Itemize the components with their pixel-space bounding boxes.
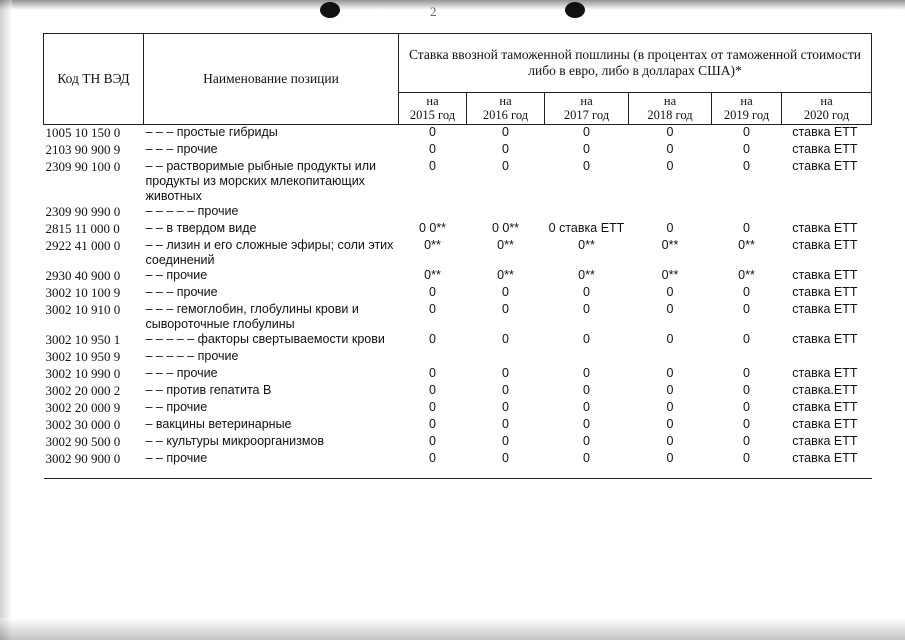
row-code: 1005 10 150 0 xyxy=(45,124,121,140)
rate-cell: 0 xyxy=(502,124,509,139)
rate-cell: 0 xyxy=(666,365,674,380)
row-name: – – против гепатита В xyxy=(145,382,272,397)
rate-cell: 0 xyxy=(743,433,750,448)
rate-cell: 0 xyxy=(583,301,590,316)
header-year-2017: на 2017 год xyxy=(545,93,629,125)
rate-cell: 0 xyxy=(666,416,674,431)
header-name: Наименование позиции xyxy=(144,34,399,125)
row-name: – – – простые гибриды xyxy=(145,124,278,139)
header-year-2020: на 2020 год xyxy=(782,93,872,125)
rate-cell: 0 xyxy=(583,382,590,397)
rate-cell: ставка ЕТТ xyxy=(792,331,858,346)
rate-cell: 0** xyxy=(578,267,595,282)
punch-hole-left xyxy=(320,2,340,18)
rate-cell: 0 0** xyxy=(491,220,520,235)
rate-cell: 0 xyxy=(429,399,436,414)
row-name: – – – – – прочие xyxy=(145,348,239,363)
rate-cell xyxy=(467,204,545,221)
rate-cell: 0** xyxy=(578,237,595,252)
rate-cell: ставка ЕТТ xyxy=(792,301,858,316)
rate-cell: 0 xyxy=(502,382,509,397)
rate-cell: 0 xyxy=(502,158,509,173)
table-row xyxy=(44,285,872,302)
header-code: Код ТН ВЭД xyxy=(44,34,144,125)
row-name: – – – – – факторы свертываемости крови xyxy=(145,331,385,346)
row-code: 2922 41 000 0 xyxy=(45,237,121,253)
table-row xyxy=(44,417,872,434)
rate-cell: 0 xyxy=(467,451,545,479)
row-name: – вакцины ветеринарные xyxy=(145,416,292,431)
row-name: – – культуры микроорганизмов xyxy=(145,433,325,448)
rate-cell: 0 xyxy=(502,399,509,414)
rate-cell: 0 xyxy=(583,365,590,380)
rate-cell: 0 xyxy=(429,141,436,156)
table-row xyxy=(44,124,872,142)
row-name: – – – – – прочие xyxy=(145,203,239,218)
row-code: 2930 40 900 0 xyxy=(45,267,121,283)
rate-cell: ставка ЕТТ xyxy=(792,237,858,252)
rate-cell: 0 xyxy=(502,284,509,299)
rate-cell: 0 xyxy=(429,365,436,380)
header-year-2015: на 2015 год xyxy=(399,93,467,125)
rate-cell: 0 xyxy=(666,301,674,316)
rate-cell: 0 xyxy=(429,158,436,173)
table-body xyxy=(44,124,872,478)
rate-cell: 0 xyxy=(666,158,674,173)
rate-cell: 0 xyxy=(399,451,467,479)
row-name: – – растворимые рыбные продукты или продукты из морских млекопитающих животных xyxy=(145,158,377,203)
scan-edge-top xyxy=(0,0,905,10)
rate-cell: 0 xyxy=(666,220,674,235)
row-code: 2103 90 900 9 xyxy=(45,141,121,157)
rate-cell: 0 xyxy=(583,331,590,346)
row-name: – – – прочие xyxy=(145,141,218,156)
row-code: 3002 90 500 0 xyxy=(45,433,121,449)
rate-cell xyxy=(545,349,629,366)
row-name: – – прочие xyxy=(145,267,208,282)
row-name: – – лизин и его сложные эфиры; соли этих соединений xyxy=(145,237,394,267)
rate-cell: 0 xyxy=(429,416,436,431)
rate-cell: 0 xyxy=(743,301,750,316)
rate-cell xyxy=(629,204,712,221)
rate-cell: 0 xyxy=(743,365,750,380)
table-row xyxy=(44,268,872,285)
rate-cell: 0 xyxy=(743,124,750,139)
rate-cell: 0** xyxy=(661,267,679,282)
rate-cell: 0 xyxy=(743,331,750,346)
rate-cell: 0 xyxy=(583,416,590,431)
rate-cell: 0 xyxy=(743,141,750,156)
rate-cell xyxy=(629,349,712,366)
rate-cell: 0 ставка ЕТТ xyxy=(548,220,625,235)
rate-cell: ставка ЕТТ xyxy=(792,267,858,282)
page-number: 2 xyxy=(430,4,437,19)
rate-cell: 0 xyxy=(583,158,590,173)
rate-cell xyxy=(545,204,629,221)
table-row xyxy=(44,383,872,400)
rate-cell xyxy=(712,204,782,221)
rate-cell: 0 xyxy=(502,416,509,431)
row-code: 3002 10 990 0 xyxy=(45,365,121,381)
header-year-2016: на 2016 год xyxy=(467,93,545,125)
row-name: – – – гемоглобин, глобулины крови и сывороточные глобулины xyxy=(145,301,359,331)
rate-cell: 0 xyxy=(743,416,750,431)
row-code: 3002 10 100 9 xyxy=(45,284,121,300)
scan-edge-bottom xyxy=(0,618,905,640)
row-name: – – в твердом виде xyxy=(145,220,257,235)
rate-cell: 0 xyxy=(502,433,509,448)
header-year-2019: на 2019 год xyxy=(712,93,782,125)
tariff-table xyxy=(43,33,872,479)
row-name: – – – прочие xyxy=(145,365,218,380)
row-code: 2309 90 990 0 xyxy=(45,203,121,219)
row-code: 3002 90 900 0 xyxy=(44,451,144,479)
rate-cell: 0 xyxy=(583,284,590,299)
row-name: – – – прочие xyxy=(145,284,218,299)
rate-cell: 0 xyxy=(666,331,674,346)
rate-cell: 0 xyxy=(429,301,436,316)
rate-cell: 0 xyxy=(666,141,674,156)
row-code: 2815 11 000 0 xyxy=(45,220,120,236)
row-name: – – прочие xyxy=(145,399,208,414)
header-year-2018: на 2018 год xyxy=(629,93,712,125)
rate-cell: ставка ЕТТ xyxy=(792,158,858,173)
table-row xyxy=(44,349,872,366)
rate-cell: 0 xyxy=(743,399,750,414)
table-row xyxy=(44,332,872,349)
rate-cell: 0 xyxy=(712,451,782,479)
rate-cell xyxy=(782,204,872,221)
rate-cell: 0 xyxy=(429,433,436,448)
rate-cell: 0 xyxy=(502,301,509,316)
row-code: 3002 10 950 9 xyxy=(45,348,121,364)
rate-cell xyxy=(467,349,545,366)
rate-cell: 0 xyxy=(429,124,436,139)
row-code: 3002 10 910 0 xyxy=(45,301,121,317)
rate-cell: 0 xyxy=(429,382,436,397)
rate-cell: ставка ЕТТ xyxy=(792,141,858,156)
rate-cell: 0 xyxy=(666,124,674,139)
rate-cell: 0 0** xyxy=(418,220,447,235)
header-rate: Ставка ввозной таможенной пошлины (в процентах от таможенной стоимости либо в евро, либо в долларах США)* xyxy=(399,34,872,93)
rate-cell: 0 xyxy=(429,284,436,299)
rate-cell: 0 xyxy=(743,158,750,173)
table-row xyxy=(44,400,872,417)
rate-cell xyxy=(782,349,872,366)
rate-cell: ставка ЕТТ xyxy=(792,399,858,414)
rate-cell: ставка ЕТТ xyxy=(782,451,872,479)
row-code: 3002 30 000 0 xyxy=(45,416,121,432)
row-code: 3002 20 000 9 xyxy=(45,399,121,415)
row-name: – – прочие xyxy=(144,451,399,479)
rate-cell: 0 xyxy=(502,141,509,156)
table-row xyxy=(44,238,872,268)
row-code: 3002 10 950 1 xyxy=(45,331,121,347)
rate-cell: 0 xyxy=(666,399,674,414)
rate-cell: 0 xyxy=(583,124,590,139)
table-row xyxy=(44,451,872,479)
rate-cell: 0 xyxy=(666,433,674,448)
rate-cell: 0 xyxy=(502,331,509,346)
rate-cell: 0 xyxy=(583,141,590,156)
rate-cell: 0 xyxy=(629,451,712,479)
table-row xyxy=(44,221,872,238)
rate-cell: 0** xyxy=(738,267,755,282)
rate-cell xyxy=(712,349,782,366)
rate-cell: ставка.ЕТТ xyxy=(792,382,858,397)
rate-cell: ставка ЕТТ xyxy=(792,365,858,380)
punch-hole-right xyxy=(565,2,585,18)
table-row xyxy=(44,204,872,221)
rate-cell: 0** xyxy=(497,237,514,252)
rate-cell: ставка ЕТТ xyxy=(792,416,858,431)
rate-cell: ставка ЕТТ xyxy=(792,124,858,139)
table-row xyxy=(44,159,872,204)
rate-cell: 0** xyxy=(497,267,514,282)
rate-cell: 0 xyxy=(502,365,509,380)
table-row xyxy=(44,434,872,451)
rate-cell: 0** xyxy=(424,237,441,252)
rate-cell: ставка ЕТТ xyxy=(792,433,858,448)
table-row xyxy=(44,302,872,332)
rate-cell: 0 xyxy=(545,451,629,479)
rate-cell: 0 xyxy=(429,331,436,346)
rate-cell: 0** xyxy=(738,237,755,252)
rate-cell: 0 xyxy=(743,284,750,299)
rate-cell: 0** xyxy=(424,267,441,282)
row-code: 3002 20 000 2 xyxy=(45,382,121,398)
scan-edge-left xyxy=(0,0,12,640)
rate-cell: 0 xyxy=(666,284,674,299)
rate-cell: ставка ЕТТ xyxy=(792,220,858,235)
rate-cell xyxy=(399,204,467,221)
rate-cell xyxy=(399,349,467,366)
rate-cell: 0 xyxy=(743,382,750,397)
table-row xyxy=(44,366,872,383)
table-row xyxy=(44,142,872,159)
row-code: 2309 90 100 0 xyxy=(45,158,121,174)
rate-cell: 0** xyxy=(661,237,679,252)
rate-cell: 0 xyxy=(666,382,674,397)
rate-cell: 0 xyxy=(583,433,590,448)
rate-cell: 0 xyxy=(583,399,590,414)
rate-cell: ставка ЕТТ xyxy=(792,284,858,299)
rate-cell: 0 xyxy=(743,220,750,235)
